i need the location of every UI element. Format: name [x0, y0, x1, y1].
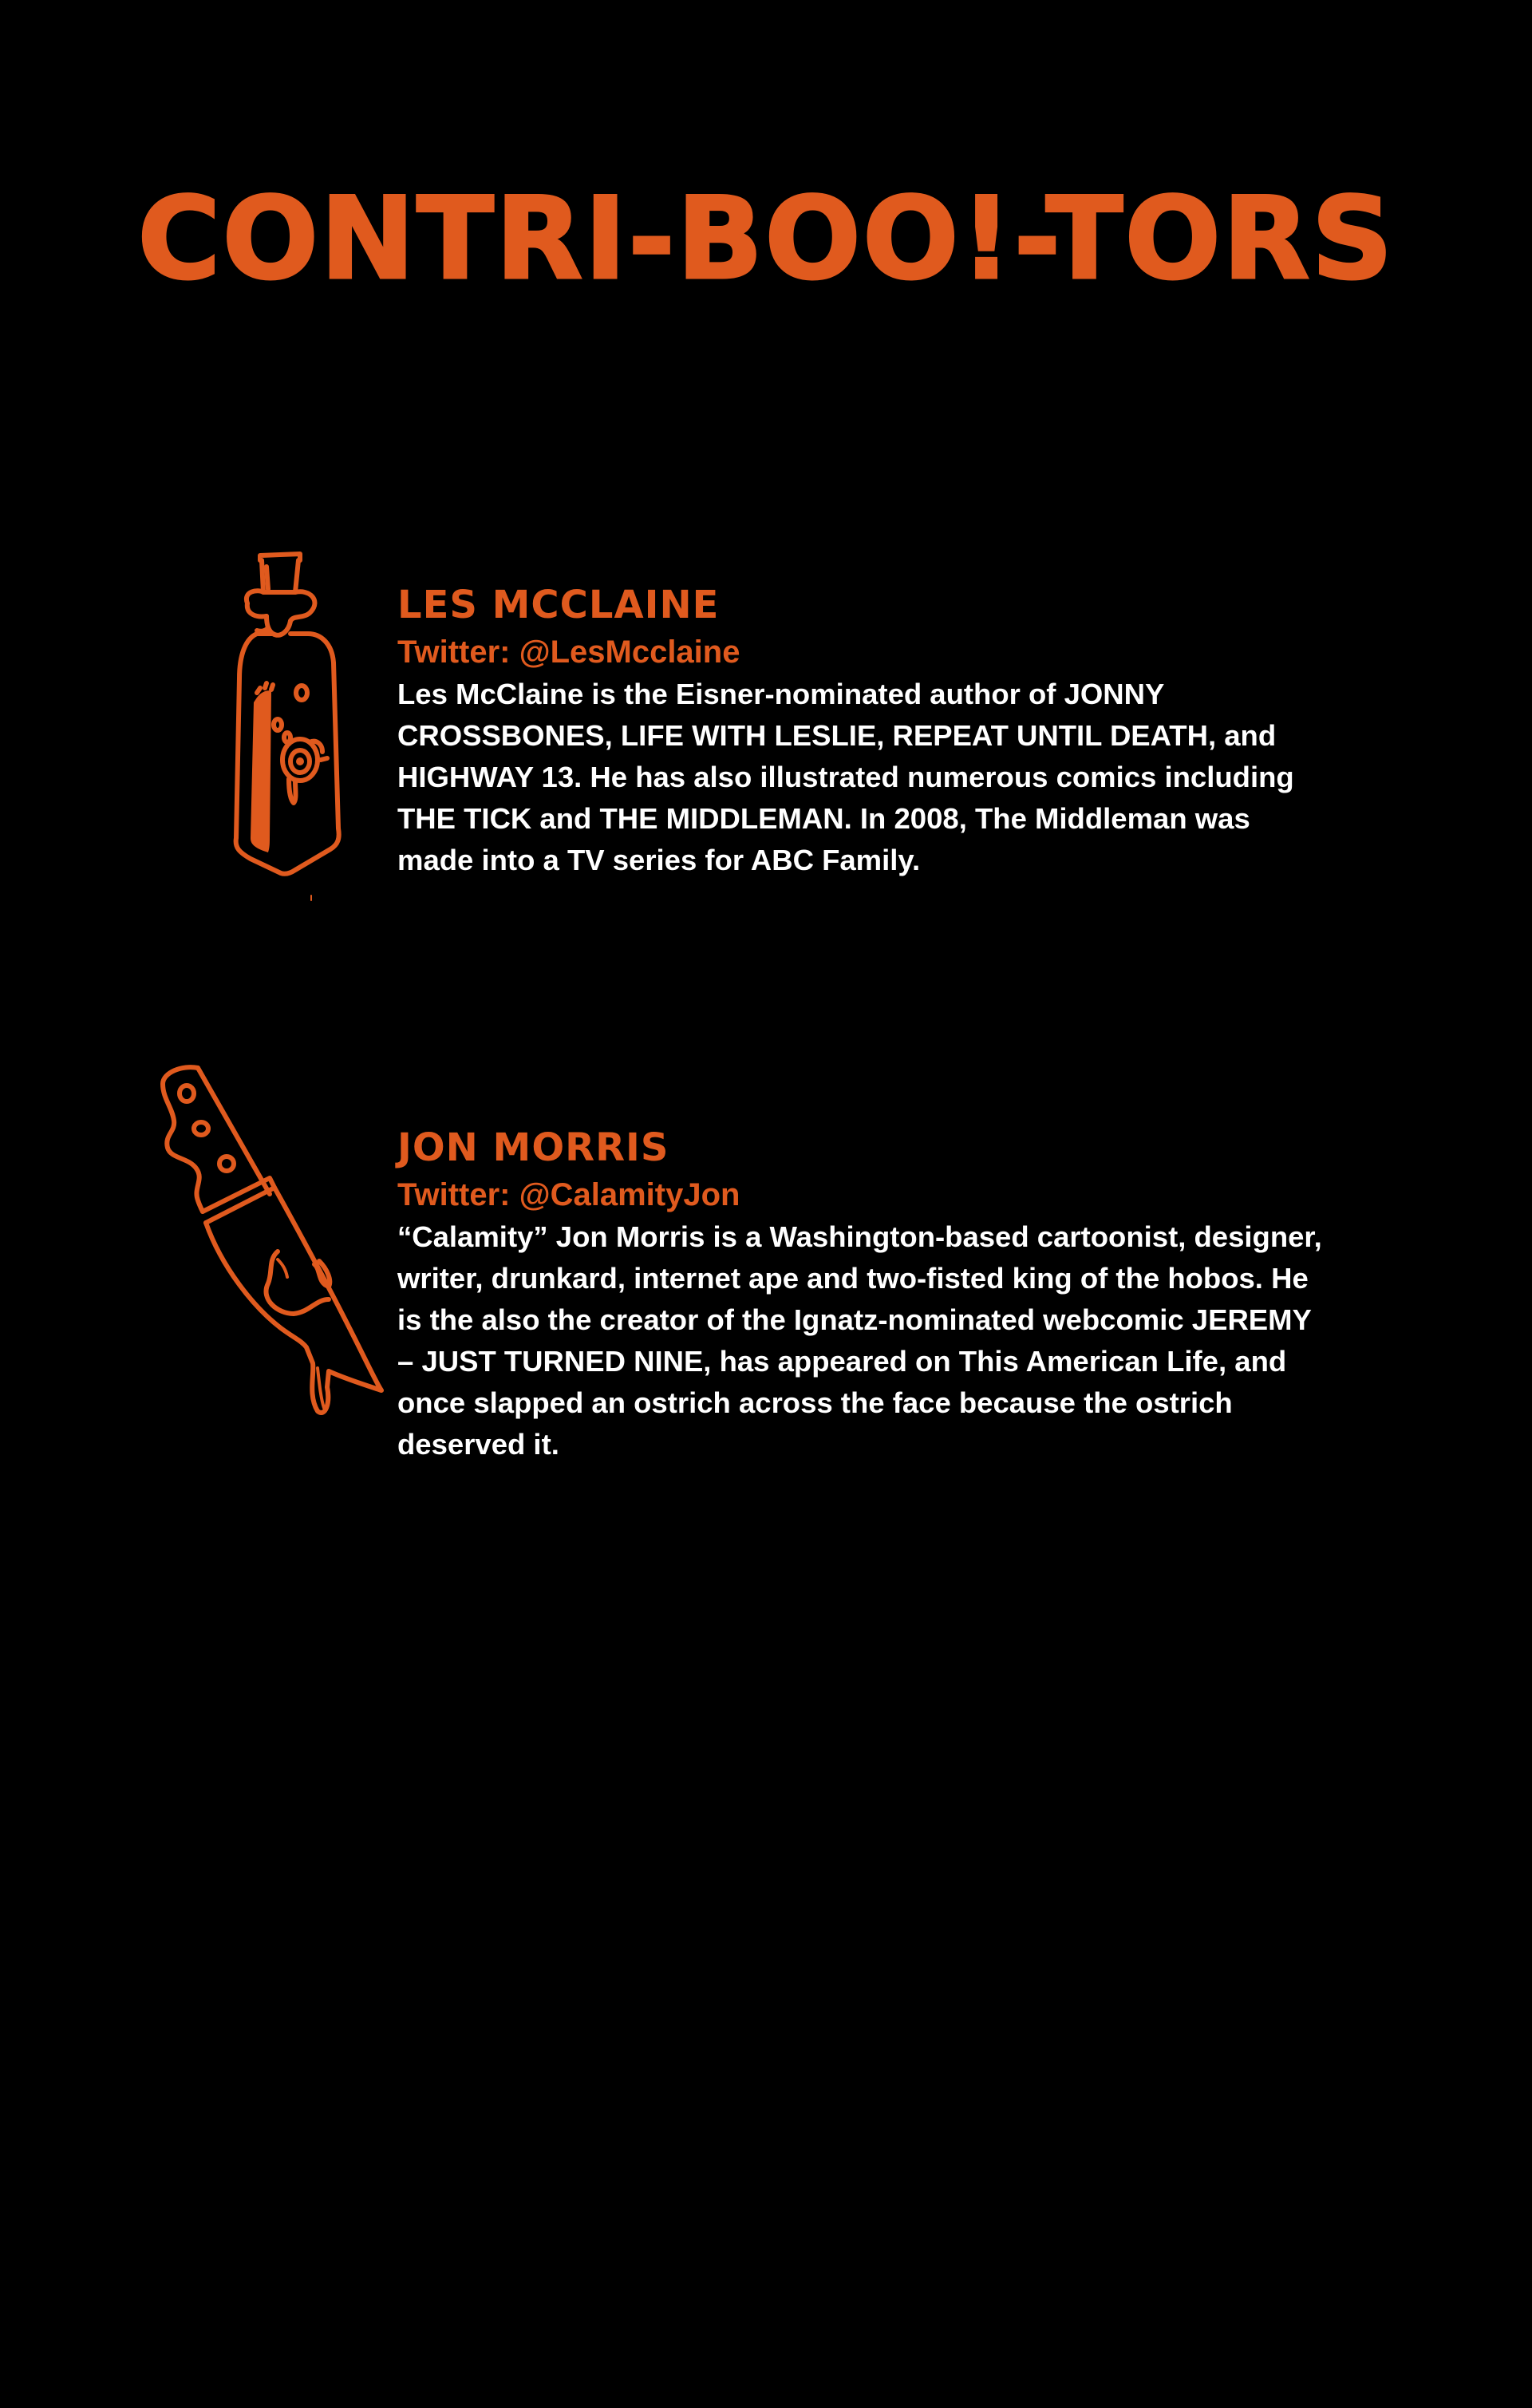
bloody-knife-icon [158, 1060, 389, 1427]
twitter-line [397, 1173, 1331, 1216]
contributor-les-mcclaine [397, 581, 1331, 881]
twitter-handle-link[interactable]: @LesMcclaine [519, 635, 740, 670]
twitter-line [397, 631, 1331, 674]
page-title: CONTRI-BOO!-TORS [137, 173, 1395, 305]
twitter-label: Twitter: [397, 635, 519, 670]
contributor-jon-morris [397, 1124, 1331, 1465]
twitter-handle-link[interactable]: @CalamityJon [519, 1177, 740, 1212]
contributor-name: LES MCCLAINE [397, 583, 720, 627]
contributor-bio: “Calamity” Jon Morris is a Washington-based cartoonist, designer, writer, drunkard, internet ape and two-fisted king of the hobos. He is the also the creator of the Ignatz-nominated webcomic JEREMY – JUST TURNED NINE, has appeared on This American Life, and once slapped an ostrich across the face because the ostrich deserved it. [397, 1220, 1322, 1461]
potion-bottle-icon [222, 551, 349, 902]
contributor-bio: Les McClaine is the Eisner-nominated author of JONNY CROSSBONES, LIFE WITH LESLIE, REPEAT UNTIL DEATH, and HIGHWAY 13. He has also illustrated numerous comics including THE TICK and THE MIDDLEMAN. In 2008, The Middleman was made into a TV series for ABC Family. [397, 678, 1294, 876]
twitter-label: Twitter: [397, 1177, 519, 1212]
contributor-name: JON MORRIS [397, 1125, 669, 1170]
